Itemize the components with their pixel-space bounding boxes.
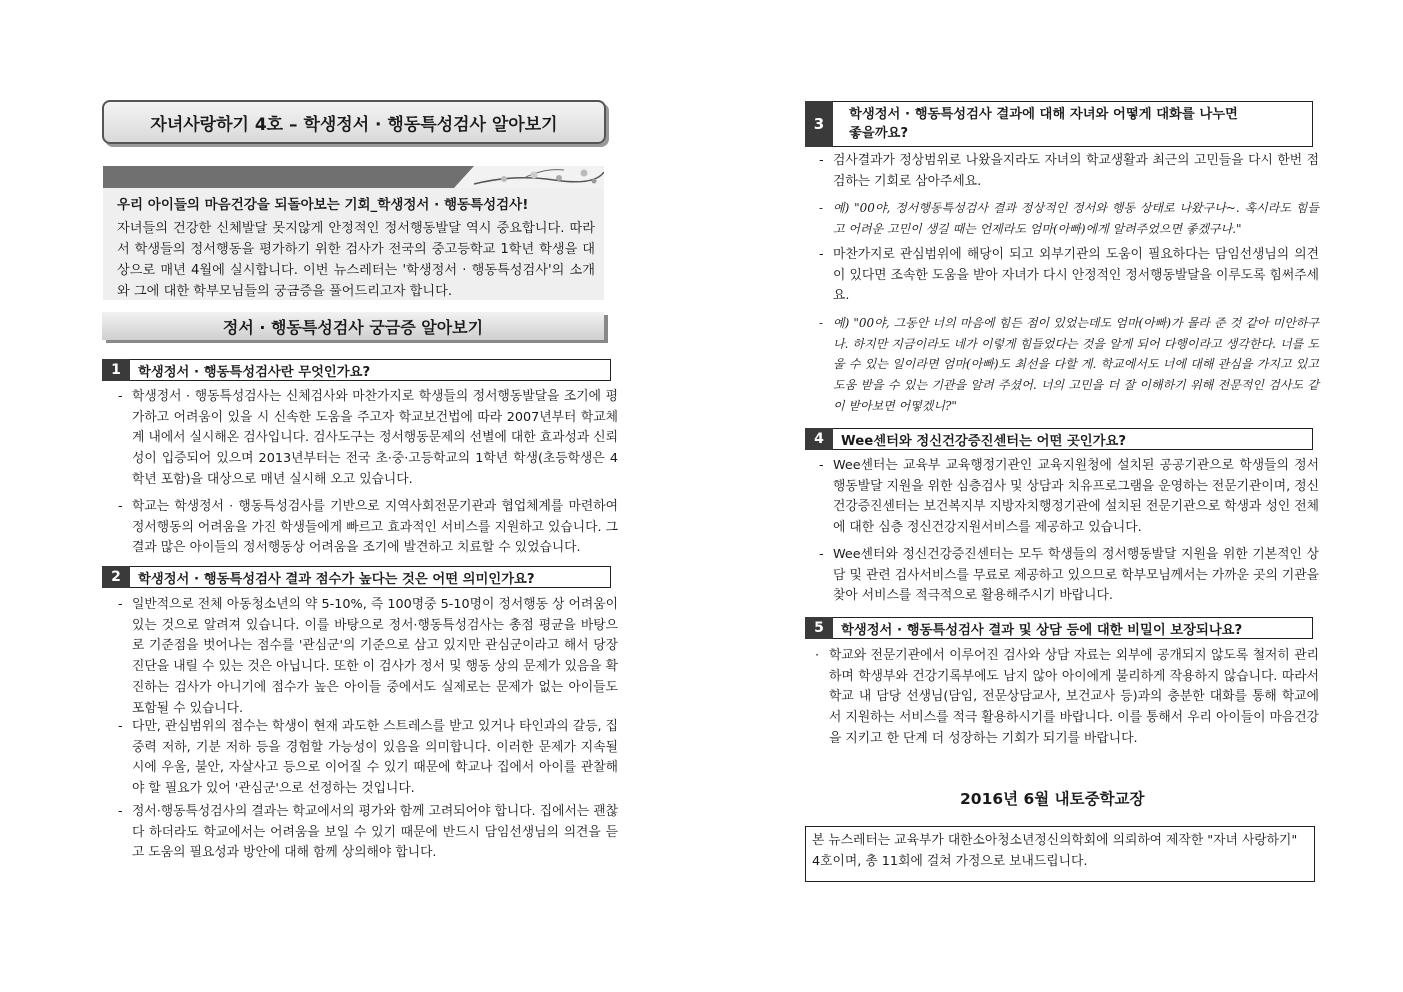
question-title: 학생정서 · 행동특성검사 결과 점수가 높다는 것은 어떤 의미인가요? (130, 566, 611, 588)
q3-example-2: - 예) "00야, 그동안 너의 마음에 힘든 점이 있었는데도 엄마(아빠)가 몰라 준 것 같아 미안하구나. 하지만 지금이라도 네가 이렇게 힘들었다는 것을 알게 되어 다행이라고 생각한다. 너를 도울 수 있는 일이라면 엄마(아빠)도 최선을 다할 게. 학교에서도 너에 대해 관심을 가지고 있고 도움 받을 수 있는 기관을 알려 주셨어. 너의 고민을 더 잘 이해하기 위해 전문적인 검사도 같이 받아보면 어떻겠니?" (819, 316, 1319, 413)
question-number: 2 (102, 566, 130, 588)
intro-banner (103, 166, 604, 188)
question-3-header (805, 101, 1313, 147)
q4-paragraph-2: - Wee센터와 정신건강증진센터는 모두 학생들의 정서행동발달 지원을 위한 기본적인 상담 및 관련 검사서비스를 무료로 제공하고 있으므로 학부모님께서는 가까운 곳의 기관을 찾아 서비스를 적극적으로 활용해주시기 바랍니다. (819, 547, 1319, 604)
plum-blossom-decoration (434, 166, 604, 188)
question-number: 4 (805, 428, 833, 450)
question-2-header (102, 566, 611, 588)
question-4-header (805, 428, 1313, 450)
q3-paragraph-2: - 마찬가지로 관심범위에 해당이 되고 외부기관의 도움이 필요하다는 담임선생님의 의견이 있다면 조속한 도움을 받아 자녀가 다시 안정적인 정서행동발달을 이루도록 힘써주세요. (819, 247, 1319, 304)
intro-heading: 우리 아이들의 마음건강을 되돌아보는 기회_학생정서 · 행동특성검사! (117, 197, 529, 213)
q2-paragraph-3: - 정서·행동특성검사의 결과는 학교에서의 평가와 함께 고려되어야 합니다. 집에서는 괜찮다 하더라도 학교에서는 어려움을 보일 수 있기 때문에 반드시 담임선생님의 의견을 듣고 도움의 필요성과 방안에 대해 함께 상의해야 합니다. (118, 804, 618, 861)
newsletter-notice: 본 뉴스레터는 교육부가 대한소아청소년정신의학회에 의뢰하여 제작한 "자녀 사랑하기" 4호이며, 총 11회에 걸쳐 가정으로 보내드립니다. (805, 826, 1315, 882)
q2-paragraph-2: - 다만, 관심범위의 점수는 학생이 현재 과도한 스트레스를 받고 있거나 타인과의 갈등, 집중력 저하, 기분 저하 등을 경험할 가능성이 있음을 의미합니다. 이러한 문제가 지속될 시에 우울, 불안, 자살사고 등으로 이어질 수 있기 때문에 학교나 집에서 아이를 관찰해야 할 필요가 있어 '관심군'으로 선정하는 것입니다. (118, 719, 618, 797)
intro-box (103, 188, 604, 300)
question-number: 5 (805, 617, 833, 639)
question-title-line-1: 학생정서 · 행동특성검사 결과에 대해 자녀와 어떻게 대화를 나누면 (849, 107, 1238, 122)
q2-paragraph-1: - 일반적으로 전체 아동청소년의 약 5-10%, 즉 100명중 5-10명이 정서행동 상 어려움이 있는 것으로 알려져 있습니다. 이를 바탕으로 정서·행동특성검사는 총점 평균을 바탕으로 기준점을 벗어나는 점수를 '관심군'의 기준으로 삼고 있지만 관심군이라고 해서 당장 진단을 내릴 수 있는 것은 아닙니다. 또한 이 검사가 정서 및 행동 상의 문제가 있음을 확진하는 검사가 아니기에 점수가 높은 아이들 중에서도 실제로는 문제가 없는 아이들도 포함될 수 있습니다. (118, 597, 618, 716)
q4-paragraph-1: - Wee센터는 교육부 교육행정기관인 교육지원청에 설치된 공공기관으로 학생들의 정서행동발달 지원을 위한 심층검사 및 상담과 치유프로그램을 운영하는 전문기관이며, 정신건강증진센터는 보건복지부 지방자치행정기관에 설치된 전문기관으로 학생과 성인 전체에 대한 심층 정신건강지원서비스를 제공하고 있습니다. (819, 458, 1319, 536)
q3-example-1: - 예) "00야, 정서행동특성검사 결과 정상적인 정서와 행동 상태로 나왔구나~. 혹시라도 힘들고 어려운 고민이 생길 때는 언제라도 엄마(아빠)에게 알려주었으면 좋겠구나." (819, 201, 1319, 236)
date-signature: 2016년 6월 내토중학교장 (960, 790, 1145, 808)
q5-paragraph-1: · 학교와 전문기관에서 이루어진 검사와 상담 자료는 외부에 공개되지 않도록 철저히 관리하며 학생부와 건강기록부에도 남지 않아 아이에게 불리하게 작용하지 않습니다. 따라서 학교 내 담당 선생님(담임, 전문상담교사, 보건교사 등)과의 충분한 대화를 통해 학교에서 지원하는 서비스를 적극 활용하시기를 바랍니다. 이를 통해서 우리 아이들이 마음건강을 지키고 한 단계 더 성장하는 기회가 되기를 바랍니다. (815, 648, 1319, 746)
question-title (833, 101, 1313, 147)
question-5-header (805, 617, 1313, 639)
q1-paragraph-2: - 학교는 학생정서 · 행동특성검사를 기반으로 지역사회전문기관과 협업체계를 마련하여 정서행동의 어려움을 가진 학생들에게 빠르고 효과적인 서비스를 지원하고 있습니다. 그 결과 많은 아이들의 정서행동상 어려움을 조기에 발견하고 치료할 수 있었습니다. (118, 499, 618, 556)
faq-heading: 정서 · 행동특성검사 궁금증 알아보기 (102, 312, 604, 340)
q3-paragraph-1: - 검사결과가 정상범위로 나왔을지라도 자녀의 학교생활과 최근의 고민들을 다시 한번 점검하는 기회로 삼아주세요. (819, 153, 1319, 189)
question-number: 1 (102, 359, 130, 381)
question-title: 학생정서 · 행동특성검사 결과 및 상담 등에 대한 비밀이 보장되나요? (833, 617, 1313, 639)
newsletter-title: 자녀사랑하기 4호 – 학생정서 · 행동특성검사 알아보기 (102, 100, 606, 144)
question-number: 3 (805, 101, 833, 147)
question-title: 학생정서 · 행동특성검사란 무엇인가요? (130, 359, 611, 381)
question-1-header (102, 359, 611, 381)
question-title-line-2: 좋을까요? (849, 126, 909, 141)
q1-paragraph-1: - 학생정서 · 행동특성검사는 신체검사와 마찬가지로 학생들의 정서행동발달을 조기에 평가하고 어려움이 있을 시 신속한 도움을 주고자 학교보건법에 따라 2007년부터 학교체계 내에서 실시해온 검사입니다. 검사도구는 정서행동문제의 선별에 대한 효과성과 신뢰성이 입증되어 있으며 2013년부터는 전국 초·중·고등학교의 1학년 학생(초등학생은 4학년 포함)을 대상으로 매년 실시해 오고 있습니다. (118, 389, 618, 487)
intro-body: 자녀들의 건강한 신체발달 못지않게 안정적인 정서행동발달 역시 중요합니다. 따라서 학생들의 정서행동을 평가하기 위한 검사가 전국의 중고등학교 1학년 학생을 대상으로 매년 4월에 실시합니다. 이번 뉴스레터는 '학생정서 · 행동특성검사'의 소개와 그에 대한 학부모님들의 궁금증을 풀어드리고자 합니다. (117, 221, 595, 299)
question-title: Wee센터와 정신건강증진센터는 어떤 곳인가요? (833, 428, 1313, 450)
